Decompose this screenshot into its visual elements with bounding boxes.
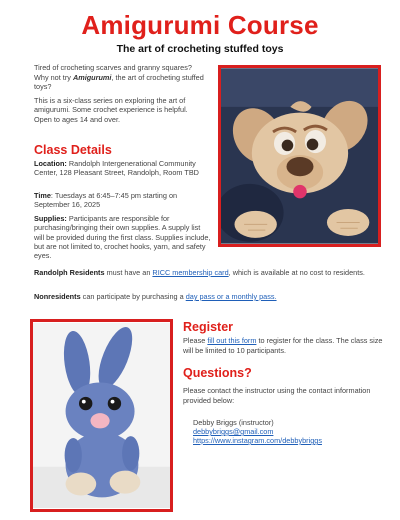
intro-paragraph-1: Tired of crocheting scarves and granny squares? Why not try Amigurumi, the art of crocheting stuffed toys? <box>34 63 204 91</box>
class-details-heading: Class Details <box>34 143 112 157</box>
intro-paragraph-2: This is a six-class series on exploring the art of amigurumi. Some crochet experience is helpful. Open to ages 14 and over. <box>34 95 188 124</box>
intro-text <box>34 63 206 128</box>
residents-note: Randolph Residents must have an RICC membership card, which is available at no cost to residents. <box>34 268 365 277</box>
instructor-name: Debby Briggs (instructor) <box>193 418 274 427</box>
crochet-dog-image <box>221 68 378 244</box>
instructor-email-link[interactable]: debbybriggs@gmail.com <box>193 427 274 436</box>
time-detail: Time: Tuesdays at 6:45–7:45 pm starting on September 16, 2025 <box>34 191 178 210</box>
registration-form-link[interactable]: fill out this form <box>207 336 257 345</box>
day-pass-link[interactable]: day pass or a monthly pass. <box>185 292 277 301</box>
contact-block <box>193 418 383 445</box>
ricc-membership-link[interactable]: RICC membership card <box>152 268 229 277</box>
page-title: Amigurumi Course <box>81 10 319 40</box>
register-text: Please fill out this form to register for the class. The class size will be limited to 10 participants. <box>183 336 383 355</box>
supplies-detail: Supplies: Participants are responsible for purchasing/bringing their own supplies. A supply list will be provided during the first class. Supplies include, but are not limited to, crochet hooks, yarn, and safety eyes. <box>34 214 211 261</box>
questions-heading: Questions? <box>183 366 252 380</box>
bunny-amigurumi-photo <box>30 319 173 512</box>
nonresidents-note: Nonresidents can participate by purchasing a day pass or a monthly pass. <box>34 292 277 301</box>
amigurumi-emphasis: Amigurumi <box>72 72 112 82</box>
register-heading: Register <box>183 320 234 334</box>
dog-amigurumi-photo <box>218 65 381 247</box>
location-detail: Location: Randolph Intergenerational Community Center, 128 Pleasant Street, Randolph, Room TBD <box>34 159 199 178</box>
crochet-bunny-image <box>33 322 170 509</box>
page-subtitle: The art of crocheting stuffed toys <box>116 43 284 55</box>
instagram-link[interactable]: https://www.instagram.com/debbybriggs <box>193 436 322 445</box>
questions-text: Please contact the instructor using the contact information provided below: <box>183 386 371 405</box>
